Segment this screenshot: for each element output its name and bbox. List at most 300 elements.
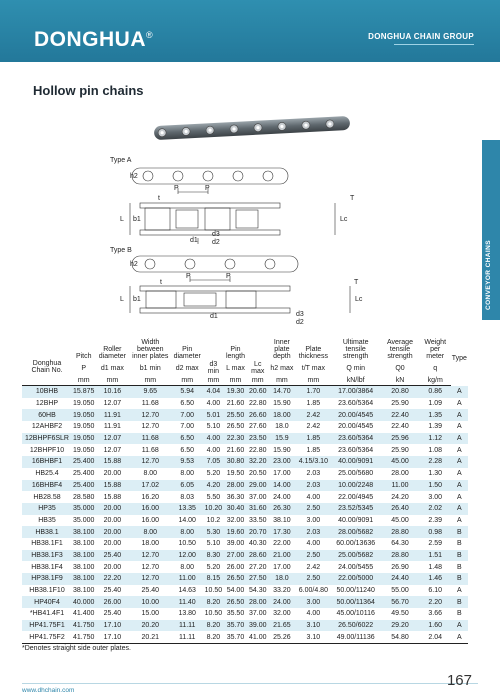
svg-text:d2: d2	[212, 239, 220, 246]
table-cell: 26.50	[224, 573, 248, 585]
table-cell: 20.20	[129, 620, 171, 632]
table-cell: 5.10	[206, 540, 221, 548]
table-cell: B	[457, 563, 462, 571]
table-cell: 19.50	[226, 470, 245, 478]
column-group-header: Average tensile strength	[387, 339, 413, 360]
table-cell: 26.30	[268, 503, 296, 515]
table-cell: 2.04	[420, 631, 451, 643]
table-cell: 20.21	[129, 631, 171, 643]
table-cell: 11.00	[380, 480, 419, 492]
column-group-header: Type	[451, 354, 467, 362]
svg-text:P: P	[174, 185, 179, 192]
table-cell: 20.60	[247, 386, 268, 398]
table-cell: 17.00/3864	[331, 386, 380, 398]
table-cell: 40.30	[248, 540, 267, 548]
table-cell: 10.50	[204, 587, 223, 595]
table-cell: 2.20	[420, 596, 451, 608]
spec-table	[22, 332, 468, 644]
column-symbol: P	[81, 364, 87, 372]
table-cell: A	[451, 503, 468, 515]
table-cell: 20.70	[247, 526, 268, 538]
chain-number-cell: 16BHBF1	[22, 456, 72, 468]
table-cell: 10.20	[203, 503, 223, 515]
brand-logo: DONGHUA®	[34, 28, 154, 51]
table-cell: 0.86	[420, 386, 451, 398]
table-cell: 14.63	[178, 587, 196, 595]
table-cell: 3.00	[306, 516, 321, 524]
divider	[22, 683, 478, 684]
column-unit: mm	[129, 375, 171, 386]
table-row	[22, 480, 468, 492]
table-cell: A	[451, 386, 468, 398]
column-unit: mm	[203, 375, 223, 386]
table-cell: 1.08	[428, 446, 443, 454]
chain-number-cell: HP40F4	[22, 596, 72, 608]
table-row	[22, 456, 468, 468]
table-cell: A	[451, 631, 468, 643]
table-row	[22, 468, 468, 480]
column-group-header	[247, 332, 268, 361]
table-cell: 6.50	[171, 433, 203, 445]
table-cell: 15.90	[273, 400, 291, 408]
table-cell: 26.90	[391, 563, 409, 571]
table-cell: 20.00	[95, 526, 129, 538]
table-cell: 1.85	[306, 400, 321, 408]
table-cell: 38.100	[72, 550, 95, 562]
table-cell: 11.11	[171, 620, 203, 632]
svg-text:P: P	[205, 185, 210, 192]
table-cell: 7.05	[203, 456, 223, 468]
table-cell: 11.68	[141, 400, 159, 408]
table-cell: 8.15	[203, 573, 223, 585]
footer-url[interactable]: www.dhchain.com	[22, 687, 75, 694]
column-symbol: Lc max	[251, 361, 265, 375]
table-cell: 11.68	[141, 446, 159, 454]
table-cell: 32.00	[273, 610, 291, 618]
table-cell: 19.60	[224, 526, 248, 538]
table-cell: 28.580	[73, 493, 95, 501]
table-cell: 8.00	[171, 526, 203, 538]
table-cell: A	[451, 480, 468, 492]
svg-text:Lc: Lc	[355, 296, 363, 303]
table-cell: 3.10	[296, 631, 331, 643]
chain-photo	[152, 112, 352, 144]
table-cell: 2.28	[420, 456, 451, 468]
table-cell: 8.00	[129, 526, 171, 538]
column-unit: kg/m	[420, 375, 451, 386]
table-cell: 41.00	[247, 631, 268, 643]
svg-text:b1: b1	[133, 216, 141, 223]
table-cell: 7.00	[171, 409, 203, 421]
chain-number-cell: HB38.1F3	[22, 550, 72, 562]
table-row	[22, 608, 468, 620]
table-cell: 4.15/3.10	[296, 456, 331, 468]
table-cell: 24.00/5455	[338, 563, 374, 571]
table-cell: 26.50	[226, 423, 245, 431]
table-cell: 30.40	[224, 503, 248, 515]
column-symbol: L max	[226, 364, 245, 372]
table-cell: 8.03	[180, 493, 195, 501]
table-cell: 54.00	[226, 587, 245, 595]
table-cell: A	[457, 423, 462, 431]
table-cell: 31.60	[247, 503, 268, 515]
table-row	[22, 526, 468, 538]
table-cell: 10.50	[178, 540, 196, 548]
chain-number-cell: 60HB	[22, 409, 72, 421]
table-cell: 17.10	[95, 620, 129, 632]
table-cell: 49.00/11136	[331, 631, 380, 643]
table-cell: 5.01	[203, 409, 223, 421]
column-group-header: Roller diameter	[98, 346, 126, 360]
chain-number-cell: 12BHPF6SLR	[22, 433, 72, 445]
table-cell: 28.60	[247, 550, 268, 562]
svg-text:d1: d1	[210, 313, 218, 320]
table-cell: 8.20	[203, 631, 223, 643]
table-cell: 26.60	[247, 409, 268, 421]
table-cell: 22.30	[224, 433, 248, 445]
table-cell: 12.70	[129, 456, 171, 468]
column-unit: mm	[268, 375, 296, 386]
svg-text:d2: d2	[296, 319, 304, 326]
table-cell: 6.05	[171, 480, 203, 492]
table-cell: 16.20	[141, 493, 160, 501]
table-cell: 15.9	[268, 433, 296, 445]
column-unit: mm	[224, 375, 248, 386]
table-cell: 25.50	[224, 409, 248, 421]
table-cell: 21.60	[226, 400, 245, 408]
table-cell: 13.80	[178, 610, 196, 618]
type-a-label: Type A	[110, 157, 132, 164]
table-cell: 15.00	[141, 610, 160, 618]
table-cell: 25.00/5682	[331, 550, 380, 562]
table-cell: A	[457, 470, 462, 478]
table-cell: 10.00	[129, 596, 171, 608]
column-group-header	[203, 332, 223, 361]
svg-text:h2: h2	[130, 173, 138, 180]
table-cell: 2.03	[296, 480, 331, 492]
table-cell: 6.50	[180, 400, 195, 408]
column-group-header: Width between inner plates	[132, 339, 169, 360]
table-cell: 27.50	[247, 573, 268, 585]
table-cell: 36.30	[226, 493, 245, 501]
table-cell: 23.60/5364	[331, 433, 380, 445]
column-symbol: b1 min	[139, 364, 161, 372]
table-row	[22, 503, 468, 515]
table-cell: 5.30	[203, 526, 223, 538]
table-cell: 10.50	[204, 610, 223, 618]
table-cell: 38.100	[73, 587, 95, 595]
table-cell: 38.100	[72, 573, 95, 585]
table-cell: 6.50	[180, 446, 195, 454]
table-cell: 11.68	[129, 433, 171, 445]
table-row	[22, 421, 468, 433]
table-cell: 12.70	[129, 550, 171, 562]
divider	[394, 44, 474, 45]
table-cell: 4.00	[203, 433, 223, 445]
table-cell: 60.00/13636	[336, 540, 376, 548]
table-cell: A	[451, 620, 468, 632]
table-cell: 15.90	[273, 446, 291, 454]
table-cell: 27.60	[248, 423, 267, 431]
table-cell: 22.00/4945	[338, 493, 374, 501]
table-cell: A	[451, 456, 468, 468]
table-cell: 26.00	[226, 563, 245, 571]
table-cell: 9.65	[129, 386, 171, 398]
table-cell: 26.50	[224, 596, 248, 608]
chain-number-cell: HB38.1F4	[31, 563, 63, 571]
table-row	[22, 515, 468, 527]
table-cell: 12.70	[129, 409, 171, 421]
table-cell: 24.40	[380, 573, 419, 585]
table-cell: 27.20	[248, 563, 267, 571]
column-symbol: Q min	[346, 364, 365, 372]
chain-number-cell: HB35	[38, 516, 56, 524]
table-cell: 12.07	[103, 400, 122, 408]
table-cell: 20.00/4545	[338, 423, 374, 431]
table-cell: 17.00	[273, 470, 291, 478]
table-cell: 10.2	[206, 516, 221, 524]
svg-text:d3: d3	[212, 231, 220, 238]
svg-text:t: t	[160, 279, 162, 286]
table-cell: A	[457, 493, 462, 501]
table-cell: A	[457, 587, 462, 595]
table-cell: 28.00	[247, 596, 268, 608]
table-cell: 1.30	[428, 470, 443, 478]
table-cell: 38.100	[73, 563, 95, 571]
table-row	[22, 444, 468, 456]
table-cell: 28.80	[380, 526, 419, 538]
type-b-label: Type B	[110, 247, 132, 254]
table-cell: 3.00	[428, 493, 443, 501]
table-cell: 11.00	[171, 573, 203, 585]
table-cell: 2.42	[306, 563, 321, 571]
table-cell: 23.60/5364	[338, 400, 374, 408]
table-cell: 5.20	[206, 563, 221, 571]
table-row	[22, 631, 468, 643]
svg-text:Lc: Lc	[340, 216, 348, 223]
svg-text:t: t	[158, 195, 160, 202]
table-cell: 10.16	[95, 386, 129, 398]
table-cell: 12.70	[141, 563, 160, 571]
svg-text:T: T	[350, 195, 355, 202]
column-unit: mm	[95, 375, 129, 386]
group-name: DONGHUA CHAIN GROUP	[368, 32, 474, 41]
column-unit: mm	[247, 375, 268, 386]
table-cell: 26.00	[95, 596, 129, 608]
column-group-header: Ultimate tensile strength	[342, 339, 369, 360]
table-cell: 35.70	[224, 620, 248, 632]
chain-number-cell: HB38.1F10	[29, 587, 65, 595]
table-row	[22, 433, 468, 445]
table-row	[22, 596, 468, 608]
table-cell: 23.50	[247, 433, 268, 445]
table-cell: 25.400	[72, 456, 95, 468]
table-cell: 2.02	[420, 503, 451, 515]
column-unit: mm	[72, 375, 95, 386]
chain-number-cell: 12BHP	[35, 400, 59, 408]
table-cell: 25.26	[268, 631, 296, 643]
table-cell: 25.40	[103, 610, 122, 618]
table-cell: 39.00	[247, 620, 268, 632]
table-cell: 45.00	[380, 456, 419, 468]
table-cell: 14.70	[268, 386, 296, 398]
table-cell: 3.10	[296, 620, 331, 632]
column-group-header: Pitch	[75, 353, 92, 360]
table-cell: 18.00	[141, 540, 160, 548]
table-cell: 8.20	[203, 620, 223, 632]
footnote: *Denotes straight side outer plates.	[22, 645, 131, 652]
chain-number-cell: *HB41.4F1	[29, 610, 65, 618]
table-cell: 6.00/4.80	[298, 587, 328, 595]
table-cell: 8.00	[180, 563, 195, 571]
table-cell: 23.52/5345	[331, 503, 380, 515]
table-cell: 2.03	[306, 470, 321, 478]
chain-no-header: Donghua Chain No.	[31, 360, 63, 374]
table-cell: 20.00	[103, 563, 122, 571]
chain-number-cell: 10BHB	[22, 386, 72, 398]
table-cell: 1.51	[420, 550, 451, 562]
table-cell: 25.400	[73, 470, 95, 478]
table-cell: 17.30	[268, 526, 296, 538]
table-cell: 22.80	[248, 400, 267, 408]
table-cell: 23.00	[268, 456, 296, 468]
table-cell: 4.00	[206, 446, 221, 454]
table-cell: 25.90	[391, 400, 409, 408]
table-cell: B	[451, 550, 468, 562]
table-cell: B	[451, 596, 468, 608]
chain-number-cell: HB38.1	[22, 526, 72, 538]
table-cell: 50.00/11240	[336, 587, 375, 595]
table-cell: 19.050	[72, 409, 95, 421]
table-cell: 1.35	[420, 409, 451, 421]
table-cell: 11.91	[95, 409, 129, 421]
table-cell: 8.00	[180, 470, 195, 478]
column-unit: kN/lbf	[331, 375, 380, 386]
table-cell: 3.00	[296, 596, 331, 608]
table-cell: 28.00	[224, 480, 248, 492]
table-cell: 18.0	[275, 423, 289, 431]
table-cell: 23.60/5364	[338, 446, 374, 454]
table-cell: 20.80	[380, 386, 419, 398]
table-cell: 10.00/2248	[331, 480, 380, 492]
table-cell: 4.04	[203, 386, 223, 398]
table-cell: 29.20	[380, 620, 419, 632]
svg-text:d3: d3	[296, 311, 304, 318]
table-cell: B	[457, 610, 462, 618]
table-cell: 8.20	[203, 596, 223, 608]
table-cell: 20.00	[103, 540, 122, 548]
table-cell: 5.94	[171, 386, 203, 398]
table-cell: 2.50	[296, 550, 331, 562]
table-cell: 5.50	[206, 493, 221, 501]
table-cell: 12.07	[95, 433, 129, 445]
chain-number-cell: HB25.4	[35, 470, 59, 478]
table-cell: 16.00	[141, 516, 160, 524]
svg-text:P: P	[186, 273, 191, 280]
table-cell: 21.65	[268, 620, 296, 632]
table-cell: 25.400	[72, 480, 95, 492]
table-row	[22, 409, 468, 421]
table-cell: 1.70	[296, 386, 331, 398]
table-cell: 40.00/9091	[338, 516, 374, 524]
table-cell: 32.20	[247, 456, 268, 468]
table-cell: 11.40	[171, 596, 203, 608]
table-cell: B	[457, 540, 462, 548]
table-cell: 19.050	[73, 446, 95, 454]
table-cell: 1.09	[428, 400, 443, 408]
table-cell: 8.30	[203, 550, 223, 562]
table-cell: 35.50	[226, 610, 245, 618]
table-cell: 4.00	[306, 610, 321, 618]
table-cell: 37.00	[248, 610, 267, 618]
table-cell: 4.20	[203, 480, 223, 492]
column-symbol: d1 max	[100, 364, 124, 372]
table-cell: 55.00	[391, 587, 409, 595]
table-cell: 54.80	[380, 631, 419, 643]
table-cell: 14.00	[268, 480, 296, 492]
table-cell: 35.000	[72, 503, 95, 515]
table-cell: 39.00	[226, 540, 245, 548]
page-title: Hollow pin chains	[33, 83, 144, 98]
table-cell: 33.20	[273, 587, 291, 595]
table-cell: 20.50	[248, 470, 267, 478]
svg-text:b1: b1	[133, 296, 141, 303]
table-cell: 21.00	[268, 550, 296, 562]
chain-dimension-diagram	[110, 148, 390, 326]
column-symbol: q	[433, 364, 438, 372]
table-cell: 18.00	[268, 409, 296, 421]
svg-text:L: L	[120, 296, 124, 303]
chain-number-cell: HP41.75F1	[22, 620, 72, 632]
table-row	[22, 561, 468, 573]
table-cell: 25.90	[391, 446, 409, 454]
table-cell: 15.88	[103, 493, 122, 501]
table-row	[22, 585, 468, 597]
table-cell: 5.20	[206, 470, 221, 478]
table-cell: A	[457, 446, 462, 454]
table-cell: 25.00/5680	[338, 470, 374, 478]
column-group-header: Inner plate depth	[273, 339, 291, 360]
table-cell: 25.40	[103, 587, 122, 595]
table-cell: 11.11	[171, 631, 203, 643]
table-cell: 6.10	[428, 587, 443, 595]
section-tab: CONVEYOR CHAINS	[482, 140, 500, 320]
table-cell: 24.20	[391, 493, 409, 501]
table-cell: 11.91	[103, 423, 121, 431]
table-cell: 2.50	[296, 573, 331, 585]
table-cell: 41.400	[73, 610, 95, 618]
table-cell: 22.40	[380, 409, 419, 421]
table-cell: 5.10	[206, 423, 221, 431]
chain-number-cell: 12AHBF2	[31, 423, 63, 431]
table-cell: 28.00/5682	[331, 526, 380, 538]
table-cell: A	[451, 433, 468, 445]
svg-text:d1: d1	[190, 237, 198, 244]
chain-number-cell: 12BHPF10	[29, 446, 65, 454]
column-symbol: Q0	[395, 364, 405, 372]
table-cell: 14.00	[178, 516, 196, 524]
table-cell: 38.100	[73, 540, 95, 548]
page-number: 167	[446, 672, 472, 689]
table-cell: B	[451, 526, 468, 538]
chain-number-cell: HB38.1F1	[31, 540, 63, 548]
table-row	[22, 620, 468, 632]
table-cell: 12.07	[103, 446, 122, 454]
table-cell: 32.00	[226, 516, 245, 524]
table-cell: 37.00	[248, 493, 267, 501]
table-cell: 20.00	[95, 503, 129, 515]
table-cell: 18.0	[268, 573, 296, 585]
